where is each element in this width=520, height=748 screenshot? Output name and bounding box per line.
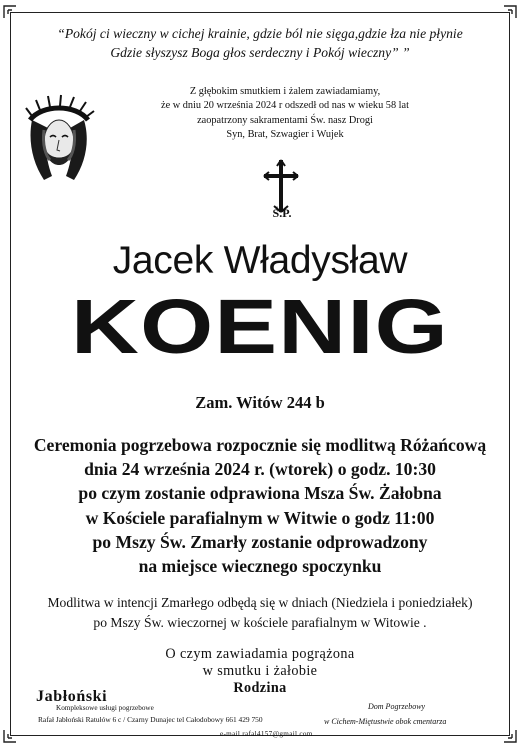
corner-ornament-icon [502, 728, 518, 744]
deceased-surname: KOENIG [71, 284, 449, 370]
corner-ornament-icon [2, 728, 18, 744]
funeral-home-email: e-mail rafal4157@gmail.com [220, 730, 313, 738]
corner-ornament-icon [502, 4, 518, 20]
prayer-block [0, 593, 520, 632]
funeral-house-label: Dom Pogrzebowy [368, 702, 426, 711]
prayer-line: Modlitwa w intencji Zmarłego odbędą się w dniach (Niedziela i poniedziałek) [47, 595, 473, 610]
deceased-first-names: Jacek Władysław [112, 239, 408, 282]
sp-label: Ś.P. [272, 206, 292, 220]
funeral-house-location: w Cichem-Miętustwie obok cmentarza [324, 717, 447, 726]
ceremony-line: Ceremonia pogrzebowa rozpocznie się modlitwą Różańcową [33, 435, 487, 455]
ceremony-line: dnia 24 września 2024 r. (wtorek) o godz. 10:30 [84, 459, 436, 480]
corner-ornament-icon [2, 4, 18, 20]
jesus-portrait-icon [18, 90, 100, 188]
announcement-line: że w dniu 20 września 2024 r odszedł od nas w wieku 58 lat [161, 100, 409, 112]
quote-line-1: “Pokój ci wieczny w cichej krainie, gdzie ból nie sięga,gdzie łza nie płynie [57, 26, 463, 41]
address-line: Zam. Witów 244 b [195, 393, 325, 412]
announcement-block [130, 85, 440, 143]
announcement-line: zaopatrzony sakramentami Św. nasz Drogi [197, 114, 373, 126]
announcement-line: Z głębokim smutkiem i żalem zawiadamiamy, [189, 86, 381, 97]
prayer-line: po Mszy Św. wieczornej w kościele parafialnym w Witowie . [93, 614, 427, 630]
ceremony-line: na miejsce wiecznego spoczynku [138, 556, 382, 577]
closing-family: Rodzina [233, 680, 287, 697]
closing-line: O czym zawiadamia pogrążona [165, 646, 355, 662]
funeral-home-contact: Rafał Jabłoński Ratułów 6 c / Czarny Dunajec tel Całodobowy 661 429 750 [38, 715, 263, 724]
announcement-line: Syn, Brat, Szwagier i Wujek [226, 129, 344, 141]
funeral-home-logo: Jabłoński [36, 688, 108, 705]
funeral-home-tagline: Kompleksowe usługi pogrzebowe [56, 704, 154, 712]
quote-line-2: Gdzie słyszysz Boga głos serdeczny i Pokój wieczny” ” [110, 45, 410, 60]
ceremony-line: po Mszy Św. Zmarły zostanie odprowadzony [92, 531, 428, 552]
ceremony-line: po czym zostanie odprawiona Msza Św. Żałobna [78, 483, 442, 504]
ceremony-block [0, 433, 520, 578]
ceremony-line: w Kościele parafialnym w Witwie o godz 11:00 [85, 507, 435, 528]
closing-line: w smutku i żałobie [202, 663, 318, 680]
